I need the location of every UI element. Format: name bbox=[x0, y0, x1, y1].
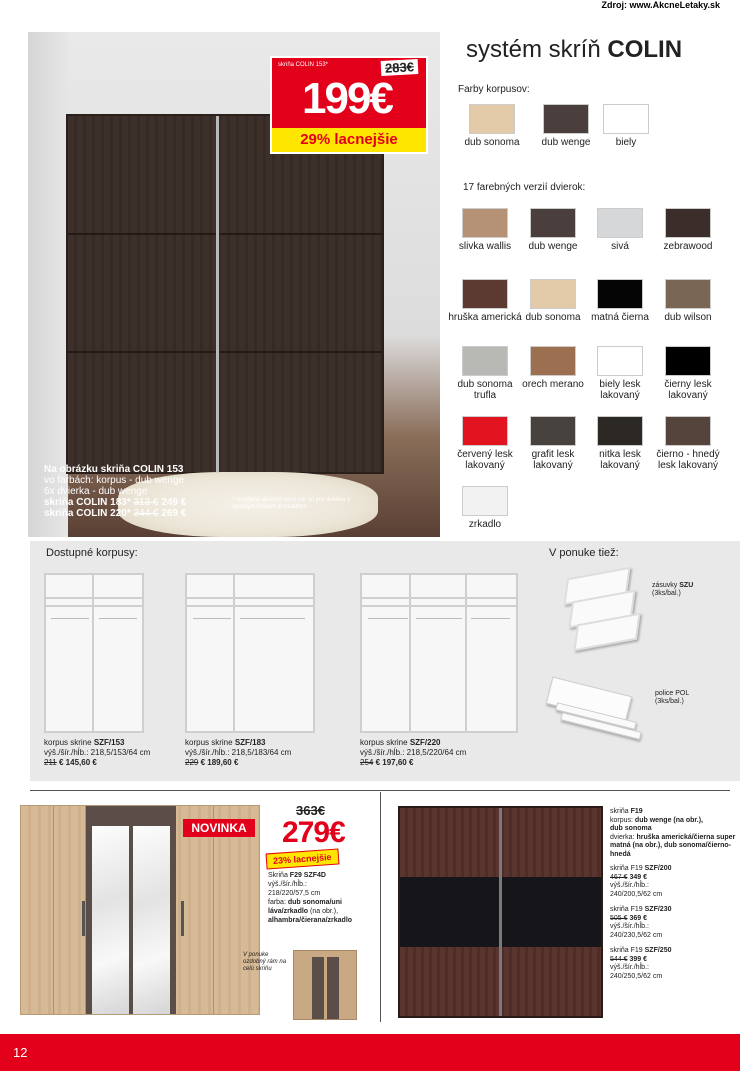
door-color-swatch bbox=[446, 416, 524, 471]
f19-variant-old: 467 € bbox=[610, 873, 628, 881]
color-panel bbox=[450, 74, 740, 544]
caption-product: skriňa COLIN 183* bbox=[44, 497, 131, 508]
door-color-swatch bbox=[446, 346, 524, 401]
korpus-label: korpus skrine bbox=[44, 738, 92, 747]
f29-color-suffix: (na obr.), bbox=[310, 908, 339, 915]
f29-color-more: alhambra/čierana/zrkadlo bbox=[268, 917, 353, 924]
caption-new-price: 249 € bbox=[161, 497, 187, 508]
color-swatch bbox=[462, 279, 508, 309]
f19-variant-name: skriňa F19 bbox=[610, 865, 643, 872]
door-color-swatch bbox=[649, 416, 727, 471]
caption-price-line bbox=[44, 508, 186, 519]
color-swatch bbox=[665, 346, 711, 376]
drawers-name: zásuvky bbox=[652, 582, 678, 589]
swatch-label: dub wenge bbox=[541, 137, 591, 148]
swatch-label: hruška americká bbox=[448, 312, 522, 323]
page-title bbox=[466, 36, 682, 64]
also-offered-heading: V ponuke tiež: bbox=[549, 547, 619, 559]
photo-caption bbox=[44, 464, 186, 519]
color-swatch bbox=[597, 416, 643, 446]
door-color-swatch bbox=[446, 208, 524, 252]
f19-variant-new: 369 € bbox=[629, 914, 648, 922]
source-credit: Zdroj: www.AkcneLetaky.sk bbox=[601, 0, 720, 10]
color-swatch bbox=[530, 279, 576, 309]
shelves-label bbox=[655, 690, 689, 706]
f19-wardrobe-image bbox=[398, 806, 603, 1018]
korpus-caption bbox=[185, 738, 291, 768]
f19-details bbox=[610, 808, 740, 988]
caption-line: 6x dvierka - dub wenge bbox=[44, 486, 148, 497]
swatch-label: dub wilson bbox=[664, 312, 712, 323]
f19-variant-new: 399 € bbox=[629, 955, 648, 963]
caption-price-line bbox=[44, 497, 186, 508]
door-color-swatch bbox=[581, 279, 659, 323]
color-swatch bbox=[543, 104, 589, 134]
swatch-label: dub sonoma bbox=[525, 312, 581, 323]
swatch-label: orech merano bbox=[522, 379, 584, 390]
new-price: 199€ bbox=[302, 74, 392, 123]
f19-variant-dims-label: výš./šír./hĺb.: bbox=[610, 882, 649, 889]
wardrobe-colin bbox=[66, 114, 384, 474]
f19-variant-old: 505 € bbox=[610, 914, 628, 922]
color-swatch bbox=[597, 208, 643, 238]
korpus-caption bbox=[44, 738, 150, 768]
drawers-label bbox=[652, 582, 693, 598]
f19-variant-model: SZF/200 bbox=[644, 865, 672, 872]
korpus-model: SZF/220 bbox=[409, 738, 441, 747]
f19-variant-dims-label: výš./šír./hĺb.: bbox=[610, 923, 649, 930]
door-color-swatch bbox=[649, 279, 727, 323]
korpus-szf183 bbox=[185, 573, 315, 733]
f29-color-label: farba: bbox=[268, 899, 286, 906]
f19-variant-name: skriňa F19 bbox=[610, 906, 643, 913]
korpus-old-price: 211 bbox=[44, 758, 57, 767]
color-swatch bbox=[665, 416, 711, 446]
f19-variant-name: skriňa F19 bbox=[610, 947, 643, 954]
door-color-swatch bbox=[446, 486, 524, 530]
promo-label: skriňa COLIN 153* bbox=[278, 62, 329, 68]
korpus-dims: výš./šír./hĺb.: 218,5/153/64 cm bbox=[44, 748, 151, 757]
korpus-new-price: € 197,60 € bbox=[375, 758, 414, 767]
f19-variant bbox=[610, 865, 740, 899]
korpus-new-price: € 189,60 € bbox=[200, 758, 239, 767]
f19-variant bbox=[610, 906, 740, 940]
f19-korpus2: dub sonoma bbox=[610, 825, 652, 832]
body-colors-heading: Farby korpusov: bbox=[458, 84, 530, 95]
korpus-label: korpus skrine bbox=[360, 738, 408, 747]
old-price: 283€ bbox=[381, 59, 419, 76]
swatch-label: grafit lesk lakovaný bbox=[531, 449, 575, 471]
f29-name: F29 SZF4D bbox=[289, 872, 326, 879]
f29-name-label: Skriňa bbox=[268, 872, 288, 879]
door-colors-heading: 17 farebných verzií dvierok: bbox=[463, 182, 586, 193]
korpus-caption bbox=[360, 738, 466, 768]
f29-dims: 218/220/57,5 cm bbox=[268, 890, 321, 897]
korpus-szf220 bbox=[360, 573, 518, 733]
swatch-label: zebrawood bbox=[663, 241, 713, 252]
korpus-label: korpus skrine bbox=[185, 738, 233, 747]
divider bbox=[30, 790, 730, 791]
korpus-old-price: 229 bbox=[185, 758, 199, 767]
color-swatch bbox=[665, 279, 711, 309]
door-color-swatch bbox=[581, 208, 659, 252]
swatch-label: nitka lesk lakovaný bbox=[599, 449, 641, 471]
door-color-swatch bbox=[649, 208, 727, 252]
footer-bar bbox=[0, 1034, 740, 1071]
colin-price-tag bbox=[270, 56, 428, 154]
wardrobe-panel bbox=[68, 235, 382, 354]
swatch-label: čierno - hnedý lesk lakovaný bbox=[656, 449, 720, 471]
f19-title: F19 bbox=[630, 808, 643, 815]
swatch-label: červený lesk lakovaný bbox=[457, 449, 513, 471]
swatch-label: čierny lesk lakovaný bbox=[664, 379, 712, 401]
f19-variant-old: 544 € bbox=[610, 955, 628, 963]
f29-color: dub sonoma/uni láva/zrkadlo bbox=[268, 899, 342, 915]
color-swatch bbox=[597, 279, 643, 309]
f19-variant-model: SZF/250 bbox=[644, 947, 672, 954]
caption-old-price: 313 € bbox=[133, 497, 159, 508]
door-color-swatch bbox=[446, 279, 524, 323]
f29-discount: 23% lacnejšie bbox=[266, 848, 339, 869]
wall bbox=[28, 32, 68, 537]
shelves-pack: (3ks/bal.) bbox=[655, 698, 684, 705]
divider bbox=[380, 792, 381, 1022]
discount-bar: 29% lacnejšie bbox=[272, 128, 426, 152]
swatch-label: sivá bbox=[611, 241, 629, 252]
f19-variant-dims: 240/200,5/62 cm bbox=[610, 890, 663, 898]
korpus-old-price: 254 bbox=[360, 758, 374, 767]
korpus-model: SZF/183 bbox=[234, 738, 266, 747]
color-swatch bbox=[530, 416, 576, 446]
swatch-label: slivka wallis bbox=[458, 241, 512, 252]
door-color-swatch bbox=[649, 346, 727, 401]
f19-variant-dims: 240/230,5/62 cm bbox=[610, 931, 663, 939]
drawers-pack: (3ks/bal.) bbox=[652, 590, 681, 597]
price-note: * Uvedené akciové ceny nie sú pre dvierka s vysokým leskom a zrkadlom. bbox=[232, 497, 351, 510]
color-swatch bbox=[462, 486, 508, 516]
f29-details bbox=[268, 871, 378, 925]
f19-variant-new: 349 € bbox=[629, 873, 648, 881]
caption-new-price: 269 € bbox=[161, 508, 187, 519]
door-color-swatch bbox=[581, 416, 659, 471]
drawers-model: SZU bbox=[679, 582, 694, 589]
swatch-label: dub sonoma bbox=[464, 137, 520, 148]
novinka-badge: NOVINKA bbox=[183, 819, 255, 837]
swatch-label: biely lesk lakovaný bbox=[599, 379, 641, 401]
color-swatch bbox=[469, 104, 515, 134]
f29-mini-image bbox=[293, 950, 357, 1020]
caption-old-price: 344 € bbox=[133, 508, 159, 519]
f19-variant bbox=[610, 947, 740, 981]
mirror-frame bbox=[86, 806, 176, 1014]
color-swatch bbox=[597, 346, 643, 376]
f19-variant-dims-label: výš./šír./hĺb.: bbox=[610, 964, 649, 971]
f19-variant-model: SZF/230 bbox=[644, 906, 672, 913]
color-swatch bbox=[530, 346, 576, 376]
color-swatch bbox=[530, 208, 576, 238]
color-swatch bbox=[603, 104, 649, 134]
f19-variant-dims: 240/250,5/62 cm bbox=[610, 972, 663, 980]
available-heading: Dostupné korpusy: bbox=[46, 547, 138, 559]
ornament-note: V ponuke ozdobný rám na celú skriňu bbox=[243, 952, 287, 972]
caption-product: skriňa COLIN 220* bbox=[44, 508, 131, 519]
f19-title-label: skriňa bbox=[610, 808, 629, 815]
swatch-label: matná čierna bbox=[591, 312, 649, 323]
swatch-label: dub wenge bbox=[528, 241, 578, 252]
body-color-swatch bbox=[452, 104, 532, 148]
color-swatch bbox=[462, 346, 508, 376]
korpus-szf153 bbox=[44, 573, 144, 733]
title-name: COLIN bbox=[607, 36, 683, 63]
wardrobe-panel bbox=[68, 353, 382, 472]
door-color-swatch bbox=[581, 346, 659, 401]
color-swatch bbox=[665, 208, 711, 238]
korpus-dims: výš./šír./hĺb.: 218,5/220/64 cm bbox=[360, 748, 467, 757]
f29-old-price: 363€ bbox=[296, 803, 325, 818]
caption-line: Na obrázku skriňa COLIN 153 bbox=[44, 464, 184, 475]
korpus-new-price: € 145,60 € bbox=[59, 758, 97, 767]
swatch-label: dub sonoma trufla bbox=[457, 379, 513, 401]
swatch-label: biely bbox=[615, 137, 637, 148]
f19-korpus-label: korpus: bbox=[610, 816, 633, 824]
f19-doors: hruška americká/čierna super matná (na obr.), dub sonoma/čierno-hnedá bbox=[610, 833, 736, 858]
f29-dims-label: výš./šír./hĺb.: bbox=[268, 881, 307, 888]
body-color-swatch bbox=[586, 104, 666, 148]
shelves-name: police POL bbox=[655, 690, 690, 697]
door-rail bbox=[216, 116, 219, 472]
f29-new-price: 279€ bbox=[282, 816, 345, 849]
color-swatch bbox=[462, 208, 508, 238]
f19-korpus: dub wenge (na obr.), bbox=[634, 816, 703, 824]
f19-doors-label: dvierka: bbox=[610, 833, 635, 841]
title-prefix: systém skríň bbox=[466, 36, 601, 63]
korpus-model: SZF/153 bbox=[93, 738, 125, 747]
korpus-dims: výš./šír./hĺb.: 218,5/183/64 cm bbox=[185, 748, 292, 757]
caption-line: vo farbách: korpus - dub wenge bbox=[44, 475, 185, 486]
color-swatch bbox=[462, 416, 508, 446]
page-number: 12 bbox=[13, 1045, 28, 1060]
swatch-label: zrkadlo bbox=[468, 519, 502, 530]
